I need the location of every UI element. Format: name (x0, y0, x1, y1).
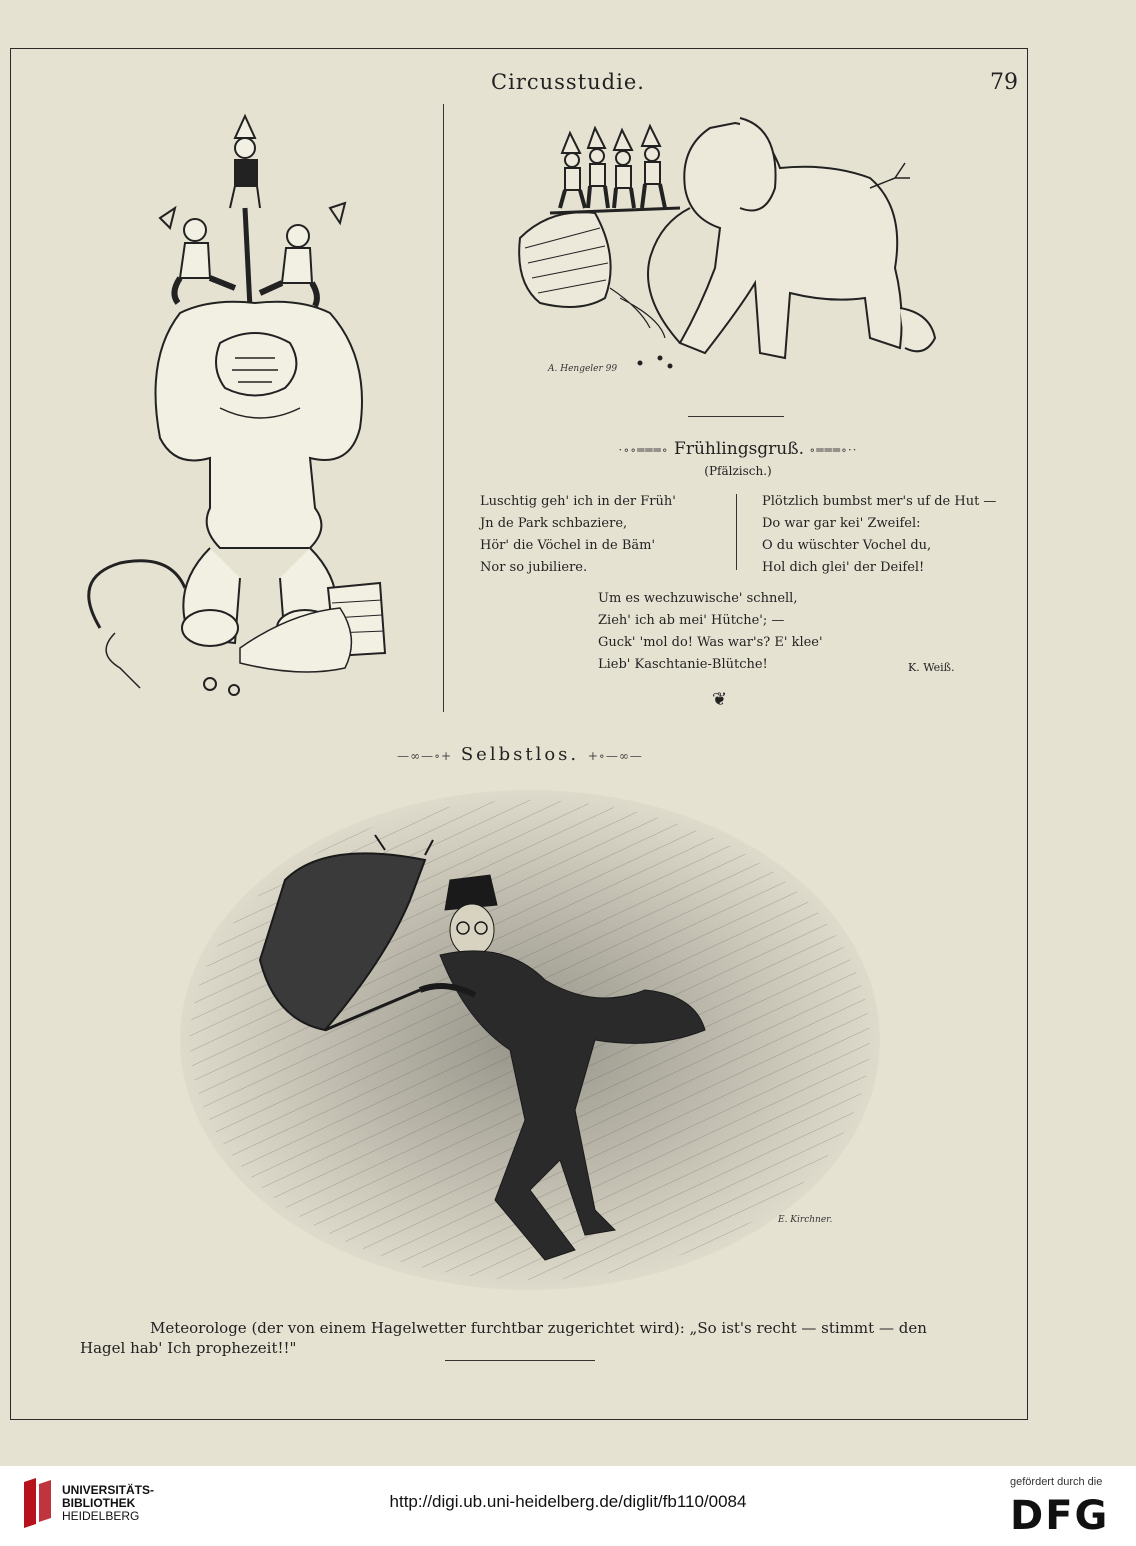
caption-line: Hagel hab' Ich prophezeit!!" (80, 1339, 297, 1357)
verse-line: Plötzlich bumbst mer's uf de Hut — (762, 494, 997, 509)
section-ornament-right: +∘—∞— (587, 749, 643, 763)
source-url-link[interactable]: http://digi.ub.uni-heidelberg.de/diglit/fb110/0084 (389, 1492, 747, 1511)
verse-line: Nor so jubiliere. (480, 560, 588, 575)
stanza-divider (736, 494, 737, 570)
verse-line: Lieb' Kaschtanie-Blütche! (598, 657, 768, 672)
verse-line: Um es wechzuwische' schnell, (598, 591, 798, 606)
poem-title: Frühlingsgruß. (674, 439, 805, 459)
dfg-logo-text: DFG (1010, 1493, 1110, 1539)
section-title: Selbstlos. (460, 744, 580, 765)
verse-line: Zieh' ich ab mei' Hütche'; — (598, 613, 785, 628)
page-number: 79 (990, 70, 1018, 95)
section-title-line (0, 744, 1040, 765)
verse-line: O du wüschter Vochel du, (762, 538, 932, 553)
top-illustration-signature: A. Hengeler 99 (548, 364, 618, 374)
poem-ornament-right: ∘═══∘·· (809, 443, 858, 457)
poem-ornament-left: ·∘∘═══∘ (618, 443, 669, 457)
verse-line: Luschtig geh' ich in der Früh' (480, 494, 676, 509)
storm-illustration-signature: E. Kirchner. (778, 1215, 833, 1225)
column-divider (443, 104, 444, 712)
section-ornament-left: —∞—∘+ (397, 749, 453, 763)
library-name-line: BIBLIOTHEK (62, 1496, 136, 1510)
poem-stanza-2 (762, 491, 996, 579)
caption-line: Meteorologe (der von einem Hagelwetter furchtbar zugerichtet wird): „So ist's recht — stimmt — den (150, 1319, 927, 1337)
verse-line: Hol dich glei' der Deifel! (762, 560, 925, 575)
verse-line: Jn de Park schbaziere, (480, 516, 628, 531)
elephant-dwarfs-illustration (510, 108, 950, 398)
fleuron-icon: ❦ (712, 689, 728, 710)
verse-line: Hör' die Vöchel in de Bäm' (480, 538, 656, 553)
verse-line: Do war gar kei' Zweifel: (762, 516, 921, 531)
poem-subtitle: (Pfälzisch.) (704, 464, 772, 478)
elephant-clowns-illustration (60, 108, 400, 698)
poem-title-line (448, 439, 1028, 459)
running-title: Circusstudie. (491, 70, 645, 94)
illustration-caption (80, 1318, 980, 1358)
dfg-logo (1010, 1494, 1109, 1538)
funded-by-label: gefördert durch die (1010, 1476, 1103, 1488)
poem-author: K. Weiß. (908, 661, 955, 674)
verse-line: Guck' 'mol do! Was war's? E' klee' (598, 635, 823, 650)
closing-rule (445, 1360, 595, 1361)
poem-top-rule (688, 416, 784, 417)
poem-stanza-3 (598, 588, 823, 676)
library-name-line: HEIDELBERG (62, 1509, 140, 1523)
poem-stanza-1 (480, 491, 676, 579)
library-name-line: UNIVERSITÄTS- (62, 1483, 155, 1497)
